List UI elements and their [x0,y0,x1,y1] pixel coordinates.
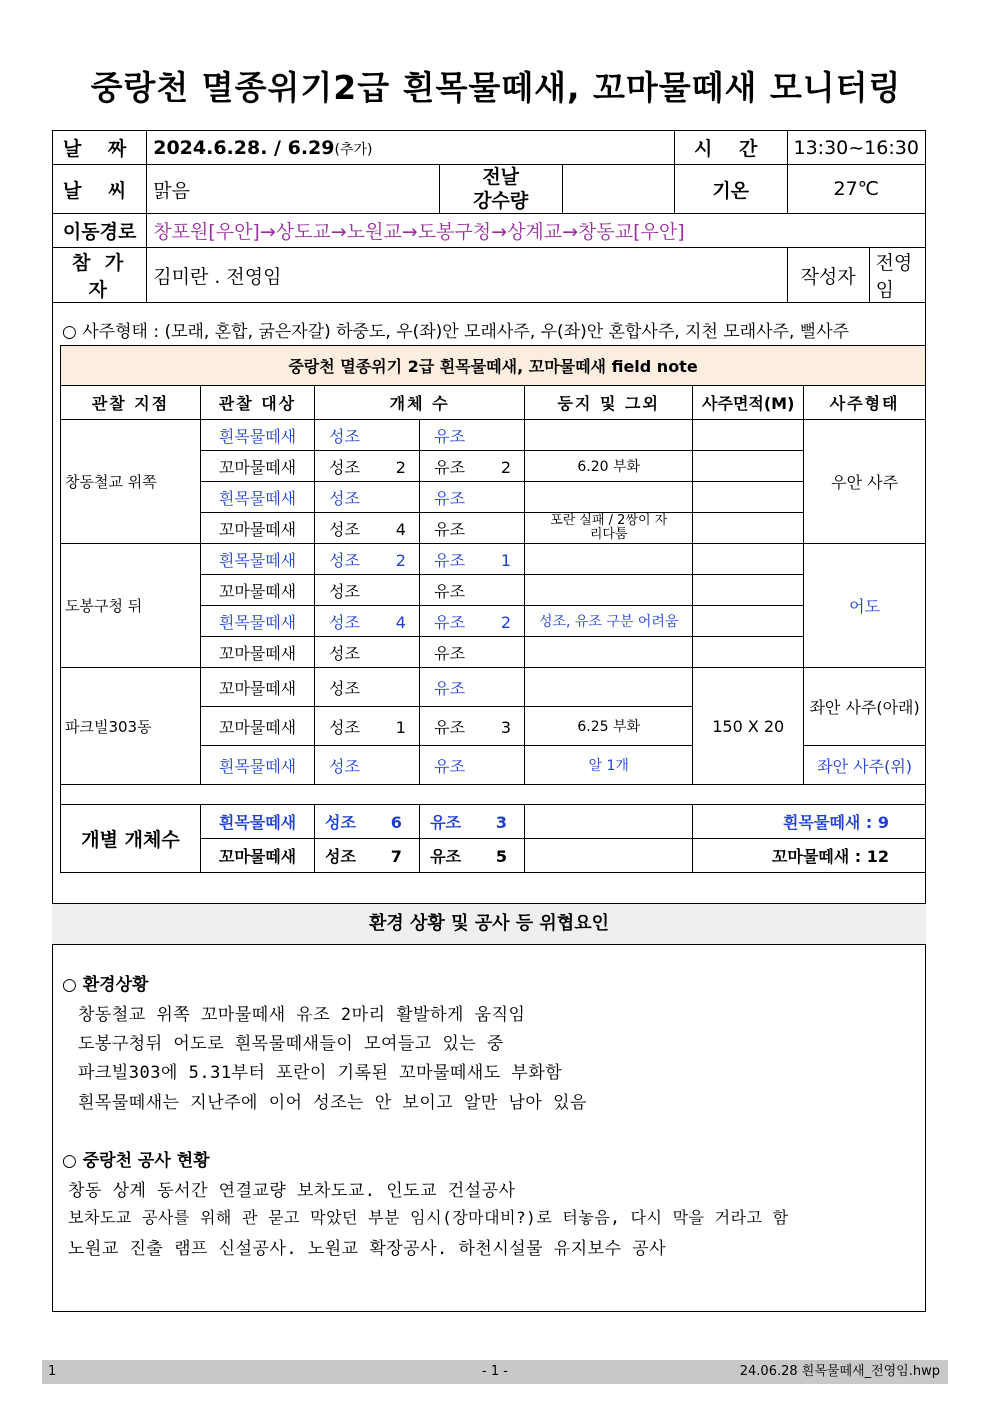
habitat-form: 어도 [804,544,926,668]
habitat-form: 좌안 사주(위) [804,746,926,785]
field-note-table [60,345,926,873]
habitat-form: 우안 사주 [804,420,926,544]
col-count: 개체 수 [315,386,525,420]
area [693,482,804,513]
spacer-row [61,785,926,805]
species-sum: 흰목물떼새 : 9 [693,805,926,839]
juvenile-total: 유조 5 [420,839,525,873]
adult-count: 성조 [315,420,420,451]
juvenile-count: 유조 [420,746,525,785]
juvenile-count: 유조 [420,420,525,451]
empty-cell [525,805,693,839]
adult-count: 성조 [315,668,420,707]
construction-section-title: ○ 중랑천 공사 현황 [62,1151,210,1171]
nest-note: 포란 실패 / 2쌍이 자리다툼 [525,513,693,544]
col-target: 관찰 대상 [201,386,315,420]
juvenile-count: 유조 [420,513,525,544]
juvenile-count: 유조 2 [420,606,525,637]
species: 흰목물떼새 [201,606,315,637]
header-table [52,130,926,303]
env-line: 파크빌303에 5.31부터 포란이 기록된 꼬마물떼새도 부화함 [78,1063,563,1083]
juvenile-count: 유조 [420,575,525,606]
empty-cell [525,839,693,873]
adult-total: 성조 7 [315,839,420,873]
site-name: 도봉구청 뒤 [61,544,201,668]
juvenile-count: 유조 [420,637,525,668]
adult-count: 성조 1 [315,707,420,746]
nest-note [525,668,693,707]
species: 꼬마물떼새 [201,707,315,746]
juvenile-count: 유조 [420,668,525,707]
author-label: 작성자 [787,248,869,303]
area [693,575,804,606]
adult-count: 성조 [315,575,420,606]
footer-bar [42,1360,948,1384]
area [693,513,804,544]
juvenile-count: 유조 [420,482,525,513]
time-label: 시 간 [674,131,787,165]
habitat-form: 좌안 사주(아래) [804,668,926,746]
area [693,606,804,637]
adult-total: 성조 6 [315,805,420,839]
construction-line: 보차도교 공사를 위해 관 묻고 막았던 부분 임시(장마대비?)로 터놓음, 다시 막을 거라고 함 [68,1208,789,1227]
weather-value: 맑음 [147,165,439,214]
site-name: 파크빌303동 [61,668,201,785]
adult-count: 성조 [315,482,420,513]
species: 꼬마물떼새 [201,637,315,668]
date-label: 날 짜 [53,131,147,165]
env-line: 흰목물떼새는 지난주에 이어 성조는 안 보이고 알만 남아 있음 [78,1093,587,1113]
species: 꼬마물떼새 [201,839,315,873]
rain-value [562,165,674,214]
species: 흰목물떼새 [201,746,315,785]
area [693,637,804,668]
species: 꼬마물떼새 [201,575,315,606]
species: 흰목물떼새 [201,805,315,839]
construction-line: 노원교 진출 램프 신설공사. 노원교 확장공사. 하천시설물 유지보수 공사 [68,1239,667,1259]
adult-count: 성조 2 [315,451,420,482]
totals-row [61,805,926,839]
nest-note: 성조, 유조 구분 어려움 [525,606,693,637]
environment-header: 환경 상황 및 공사 등 위협요인 [52,903,926,945]
nest-note [525,575,693,606]
page-number: - 1 - [482,1364,508,1379]
area: 150 X 20 [693,668,804,785]
participants-label: 참 가 자 [53,248,147,303]
nest-note [525,420,693,451]
time-value: 13:30~16:30 [787,131,926,165]
rain-label: 전날 강수량 [439,165,562,214]
nest-note: 알 1개 [525,746,693,785]
species: 꼬마물떼새 [201,513,315,544]
species: 흰목물떼새 [201,544,315,575]
env-section-title: ○ 환경상황 [62,975,149,995]
participants-value: 김미란 . 전영임 [147,248,787,303]
temp-label: 기온 [674,165,787,214]
nest-note: 6.20 부화 [525,451,693,482]
footer-left: 1 [48,1364,57,1379]
species: 흰목물떼새 [201,482,315,513]
table-row [61,420,926,451]
file-name: 24.06.28 흰목물떼새_전영임.hwp [739,1364,940,1379]
date-value: 2024.6.28. / 6.29(추가) [147,131,675,165]
juvenile-count: 유조 1 [420,544,525,575]
nest-note [525,482,693,513]
route-value: 창포원[우안]→상도교→노원교→도봉구청→상계교→창동교[우안] [147,214,926,248]
table-row [61,544,926,575]
col-site: 관찰 지점 [61,386,201,420]
col-form: 사주형태 [804,386,926,420]
table-row [61,668,926,707]
adult-count: 성조 4 [315,513,420,544]
species: 꼬마물떼새 [201,668,315,707]
adult-count: 성조 2 [315,544,420,575]
juvenile-total: 유조 3 [420,805,525,839]
species-sum: 꼬마물떼새 : 12 [693,839,926,873]
totals-label: 개별 개체수 [61,805,201,873]
adult-count: 성조 [315,746,420,785]
area [693,544,804,575]
weather-label: 날 씨 [53,165,147,214]
adult-count: 성조 [315,637,420,668]
route-label: 이동경로 [53,214,147,248]
area [693,451,804,482]
col-area: 사주면적(M) [693,386,804,420]
field-note-title: 중랑천 멸종위기 2급 흰목물떼새, 꼬마물떼새 field note [61,346,926,386]
temp-value: 27℃ [787,165,926,214]
site-name: 창동철교 위쪽 [61,420,201,544]
area [693,420,804,451]
nest-note: 6.25 부화 [525,707,693,746]
habitat-note: ○ 사주형태 : (모래, 혼합, 굵은자갈) 하중도, 우(좌)안 모래사주, 우(좌)안 혼합사주, 지천 모래사주, 뻘사주 [62,322,850,342]
nest-note [525,637,693,668]
nest-note [525,544,693,575]
juvenile-count: 유조 3 [420,707,525,746]
adult-count: 성조 4 [315,606,420,637]
col-nest: 둥지 및 그외 [525,386,693,420]
species: 흰목물떼새 [201,420,315,451]
env-line: 창동철교 위쪽 꼬마물떼새 유조 2마리 활발하게 움직임 [78,1005,526,1025]
construction-line: 창동 상계 동서간 연결교량 보차도교. 인도교 건설공사 [68,1181,516,1201]
env-line: 도봉구청뒤 어도로 흰목물떼새들이 모여들고 있는 중 [78,1034,504,1054]
juvenile-count: 유조 2 [420,451,525,482]
species: 꼬마물떼새 [201,451,315,482]
author-value: 전영임 [869,248,925,303]
page-title: 중랑천 멸종위기2급 흰목물떼새, 꼬마물떼새 모니터링 [90,68,902,107]
